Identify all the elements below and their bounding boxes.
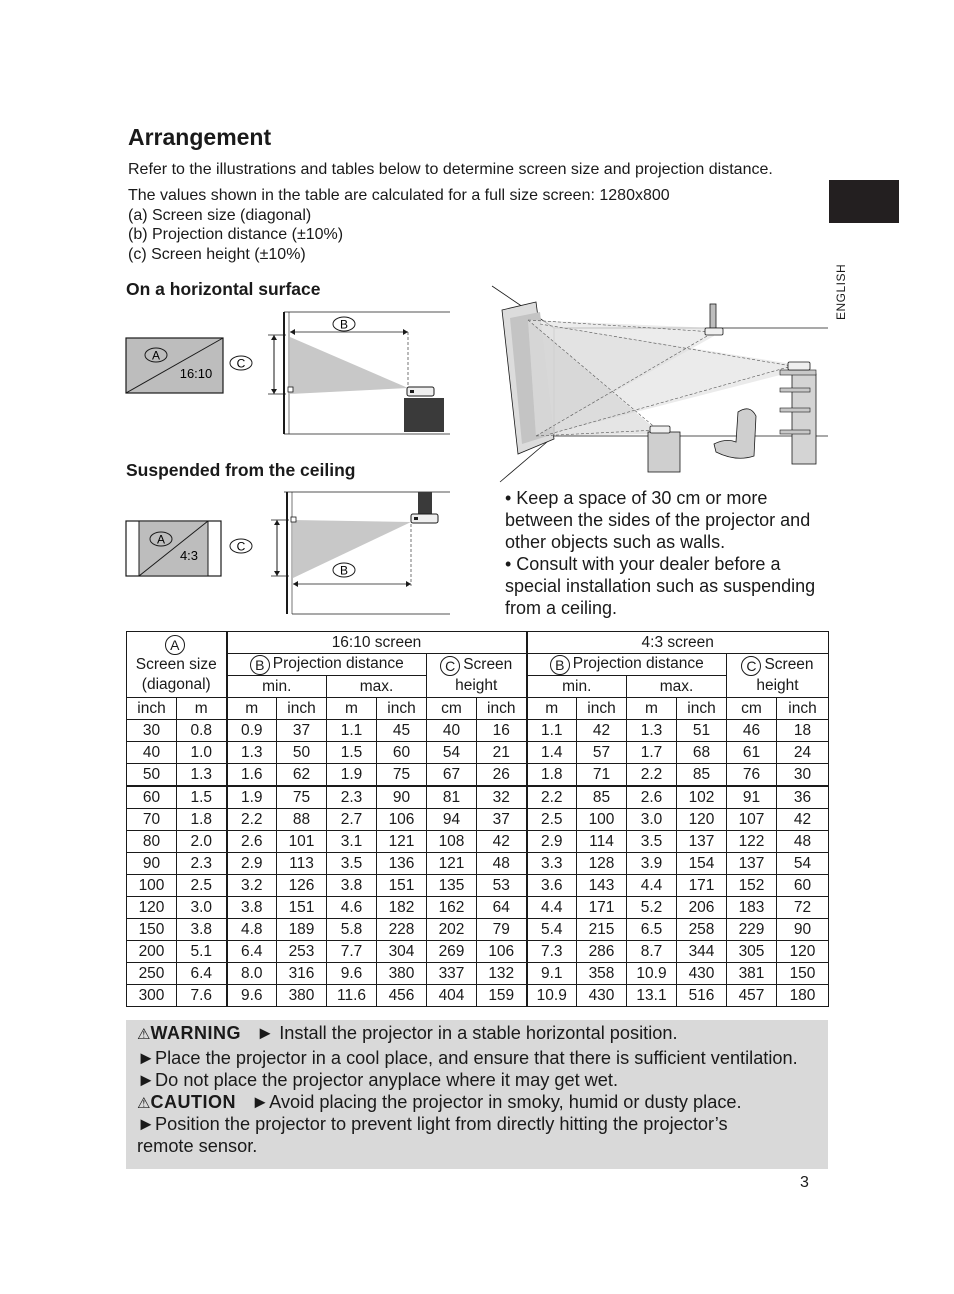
table-cell: 37 [277,720,327,742]
table-cell: 337 [427,963,477,985]
aspect-ratio-label: 4:3 [179,548,199,563]
table-cell: 40 [127,742,177,764]
table-cell: 344 [677,941,727,963]
table-cell: 11.6 [327,985,377,1007]
table-cell: 286 [577,941,627,963]
table-cell: 7.6 [177,985,227,1007]
table-cell: 76 [727,764,777,787]
table-cell: 120 [127,897,177,919]
table-cell: 18 [777,720,829,742]
table-cell: 5.8 [327,919,377,941]
table-cell: 100 [577,809,627,831]
table-cell: 80 [127,831,177,853]
table-row [127,764,829,787]
table-cell: 5.2 [627,897,677,919]
table-row [127,985,829,1007]
warning-line: ►Do not place the projector anyplace where it may get wet. [137,1070,619,1090]
table-cell: 57 [577,742,627,764]
table-cell: 88 [277,809,327,831]
table-row [127,720,829,742]
table-cell: 108 [427,831,477,853]
table-cell: 24 [777,742,829,764]
table-cell: 8.0 [227,963,277,985]
section-heading-ceiling: Suspended from the ceiling [126,460,356,480]
note-item: • Keep a space of 30 cm or more between the sides of the projector and other objects such as walls. [505,488,811,552]
projection-distance-header: B Projection distance [527,654,727,676]
unit-header: m [527,698,577,720]
table-cell: 3.8 [227,897,277,919]
table-cell: 90 [777,919,829,941]
table-cell: 1.1 [527,720,577,742]
projector-icon [407,387,434,396]
table-cell: 36 [777,786,829,809]
section-heading-horizontal: On a horizontal surface [126,279,321,299]
unit-header: inch [777,698,829,720]
table-cell: 182 [377,897,427,919]
table-cell: 151 [377,875,427,897]
caution-label: CAUTION [150,1092,236,1112]
table-cell: 151 [277,897,327,919]
table-cell: 3.6 [527,875,577,897]
table-cell: 60 [377,742,427,764]
table-cell: 5.1 [177,941,227,963]
table-cell: 2.5 [527,809,577,831]
table-row [127,853,829,875]
warning-line: ►Place the projector in a cool place, and ensure that there is sufficient ventilation. [137,1048,798,1068]
table-cell: 3.2 [227,875,277,897]
max-header: max. [627,676,727,698]
table-cell: 3.1 [327,831,377,853]
table-cell: 26 [477,764,527,787]
table-cell: 54 [427,742,477,764]
table-cell: 1.9 [327,764,377,787]
table-cell: 102 [677,786,727,809]
table-cell: 2.7 [327,809,377,831]
table-cell: 456 [377,985,427,1007]
table-cell: 54 [777,853,829,875]
table-cell: 101 [277,831,327,853]
table-cell: 61 [727,742,777,764]
table-cell: 107 [727,809,777,831]
table-cell: 45 [377,720,427,742]
intro-line: (c) Screen height (±10%) [128,245,306,263]
language-label: ENGLISH [834,263,848,320]
table-cell: 9.6 [227,985,277,1007]
warning-line: ⚠WARNING ► Install the projector in a stable horizontal position. [137,1023,678,1043]
table-cell: 6.4 [227,941,277,963]
unit-header: inch [277,698,327,720]
table-cell: 120 [677,809,727,831]
table-cell: 200 [127,941,177,963]
table-cell: 9.1 [527,963,577,985]
table-cell: 42 [777,809,829,831]
table-cell: 171 [677,875,727,897]
ceiling-mount [418,492,432,514]
table-cell: 121 [427,853,477,875]
table-cell: 171 [577,897,627,919]
table-cell: 1.5 [327,742,377,764]
table-cell: 106 [477,941,527,963]
table-cell: 1.4 [527,742,577,764]
unit-header: cm [427,698,477,720]
label-a: A [156,532,166,547]
label-c: C [236,356,246,371]
intro-line: (b) Projection distance (±10%) [128,226,344,243]
table-row [127,875,829,897]
table-cell: 229 [727,919,777,941]
table-cell: 2.0 [177,831,227,853]
unit-header: inch [127,698,177,720]
table-cell: 316 [277,963,327,985]
unit-header: inch [677,698,727,720]
table-cell: 121 [377,831,427,853]
projection-distance-header: B Projection distance [227,654,427,676]
table-cell: 430 [677,963,727,985]
table-cell: 2.9 [227,853,277,875]
table-cell: 40 [427,720,477,742]
table-cell: 404 [427,985,477,1007]
table-cell: 3.8 [177,919,227,941]
screen-height-header: C Screen height [727,654,829,698]
unit-header: m [177,698,227,720]
table-cell: 1.0 [177,742,227,764]
table-cell: 206 [677,897,727,919]
table-cell: 305 [727,941,777,963]
table-row [127,919,829,941]
table-cell: 1.6 [227,764,277,787]
table-cell: 137 [727,853,777,875]
table-cell: 1.3 [227,742,277,764]
table-cell: 32 [477,786,527,809]
intro-line: (a) Screen size (diagonal) [128,206,312,224]
shelf-icon [780,362,816,464]
label-b: B [339,317,349,332]
table-cell: 91 [727,786,777,809]
table-cell: 72 [777,897,829,919]
screen-height-header: C Screen height [427,654,527,698]
table-cell: 122 [727,831,777,853]
unit-header: m [327,698,377,720]
caution-line: ►Position the projector to prevent light from directly hitting the projector’s [137,1114,728,1134]
table-cell: 16 [477,720,527,742]
table-cell: 2.2 [227,809,277,831]
table-cell: 3.3 [527,853,577,875]
warning-box [126,1020,828,1169]
table-cell: 358 [577,963,627,985]
min-header: min. [227,676,327,698]
page-number: 3 [800,1174,809,1191]
label-a: A [165,635,185,655]
room-illustration [488,284,830,484]
table-cell: 3.9 [627,853,677,875]
warning-triangle-icon: ⚠ [137,1026,151,1043]
table-cell: 21 [477,742,527,764]
table-cell: 5.4 [527,919,577,941]
table-cell: 126 [277,875,327,897]
table-cell: 4.4 [527,897,577,919]
table-cell: 381 [727,963,777,985]
intro-list [128,186,670,264]
table-cell: 2.2 [527,786,577,809]
table-cell: 1.3 [177,764,227,787]
table-cell: 60 [127,786,177,809]
table-body [127,720,829,1007]
table-cell: 135 [427,875,477,897]
table-cell: 1.8 [527,764,577,787]
table-cell: 48 [777,831,829,853]
table-cell: 50 [277,742,327,764]
table-cell: 228 [377,919,427,941]
intro-text: Refer to the illustrations and tables below to determine screen size and projection distance. [128,161,773,178]
group-header-1610: 16:10 screen [227,632,527,654]
table-cell: 10.9 [627,963,677,985]
table-cell: 1.7 [627,742,677,764]
label-c: C [236,539,246,554]
table-cell: 189 [277,919,327,941]
label-b: B [339,563,349,578]
table-cell: 70 [127,809,177,831]
table-cell: 430 [577,985,627,1007]
min-header: min. [527,676,627,698]
screen-front-view [126,521,221,576]
page-title: Arrangement [128,124,272,150]
table-cell: 2.5 [177,875,227,897]
table-cell: 457 [727,985,777,1007]
table-cell: 215 [577,919,627,941]
note-item: • Consult with your dealer before a special installation such as suspending from a ceiling. [505,554,816,618]
aspect-ratio-label: 16:10 [179,366,213,381]
table-cell: 8.7 [627,941,677,963]
table-cell: 53 [477,875,527,897]
unit-header: m [227,698,277,720]
table-cell: 9.6 [327,963,377,985]
unit-header: inch [377,698,427,720]
chair-icon [714,409,756,458]
table-cell: 3.5 [327,853,377,875]
table-cell: 120 [777,941,829,963]
table-cell: 1.3 [627,720,677,742]
table-cell: 60 [777,875,829,897]
table-cell: 128 [577,853,627,875]
table-cell: 1.5 [177,786,227,809]
table-cell: 137 [677,831,727,853]
table-cell: 2.6 [627,786,677,809]
screen-front-view [126,338,223,393]
table-row [127,786,829,809]
caution-line: ⚠CAUTION ►Avoid placing the projector in smoky, humid or dusty place. [137,1092,742,1112]
unit-header: inch [477,698,527,720]
table-row [127,809,829,831]
table-cell: 0.8 [177,720,227,742]
table-cell: 42 [577,720,627,742]
unit-header: inch [577,698,627,720]
ceiling-diagram [124,490,454,620]
table-cell: 2.6 [227,831,277,853]
table-cell: 10.9 [527,985,577,1007]
table-cell: 152 [727,875,777,897]
table-cell: 2.9 [527,831,577,853]
table-cell: 516 [677,985,727,1007]
units-row [127,698,829,720]
table-row [127,897,829,919]
table-cell: 4.6 [327,897,377,919]
table-cell: 13.1 [627,985,677,1007]
table-cell: 71 [577,764,627,787]
table-cell: 269 [427,941,477,963]
table-cell: 100 [127,875,177,897]
table-cell: 7.7 [327,941,377,963]
group-header-43: 4:3 screen [527,632,829,654]
table-cell: 3.0 [177,897,227,919]
language-tab [829,180,899,223]
table-cell: 258 [677,919,727,941]
table-cell: 150 [777,963,829,985]
table-cell: 250 [127,963,177,985]
installation-notes [505,487,825,619]
table-cell: 2.2 [627,764,677,787]
table-cell: 300 [127,985,177,1007]
table-cell: 180 [777,985,829,1007]
table-cell: 113 [277,853,327,875]
table-cell: 94 [427,809,477,831]
intro-line: The values shown in the table are calculated for a full size screen: 1280x800 [128,187,670,204]
table-cell: 81 [427,786,477,809]
table-cell: 90 [127,853,177,875]
table-cell: 380 [377,963,427,985]
table-cell: 1.9 [227,786,277,809]
table-cell: 4.4 [627,875,677,897]
table-cell: 132 [477,963,527,985]
table-row [127,963,829,985]
caution-triangle-icon: ⚠ [137,1095,151,1112]
projector-icon [411,514,438,523]
table-cell: 51 [677,720,727,742]
table-cell: 30 [777,764,829,787]
table-cell: 6.4 [177,963,227,985]
table-cell: 30 [127,720,177,742]
table-cell: 2.3 [327,786,377,809]
table-cell: 42 [477,831,527,853]
table-cell: 3.8 [327,875,377,897]
table-cell: 114 [577,831,627,853]
table-cell: 7.3 [527,941,577,963]
unit-header: cm [727,698,777,720]
table-cell: 154 [677,853,727,875]
table-cell: 3.0 [627,809,677,831]
table-cell: 6.5 [627,919,677,941]
table-cell: 75 [277,786,327,809]
table-cell: 183 [727,897,777,919]
table-cell: 67 [427,764,477,787]
table-cell: 4.8 [227,919,277,941]
table-cell: 202 [427,919,477,941]
table-cell: 1.1 [327,720,377,742]
max-header: max. [327,676,427,698]
caution-line: remote sensor. [137,1136,258,1156]
warning-label: WARNING [150,1023,241,1043]
projection-table [126,631,829,1007]
horizontal-diagram [124,306,454,438]
table-cell: 68 [677,742,727,764]
table-cell: 159 [477,985,527,1007]
label-a: A [151,348,161,363]
table-cell: 380 [277,985,327,1007]
ceiling-projector-icon [705,304,723,335]
table-row [127,831,829,853]
table-cell: 79 [477,919,527,941]
table-cell: 150 [127,919,177,941]
table-row [127,742,829,764]
table-cell: 46 [727,720,777,742]
table-cell: 37 [477,809,527,831]
table-cell: 64 [477,897,527,919]
table-cell: 162 [427,897,477,919]
table-cell: 304 [377,941,427,963]
screen-size-header: A Screen size (diagonal) [127,632,227,698]
table-cell: 75 [377,764,427,787]
table-cell: 2.3 [177,853,227,875]
table-cell: 1.8 [177,809,227,831]
table-cell: 85 [677,764,727,787]
table-cell: 48 [477,853,527,875]
table-cell: 85 [577,786,627,809]
table-cell: 0.9 [227,720,277,742]
table-cell: 62 [277,764,327,787]
table-cell: 50 [127,764,177,787]
table-cell: 253 [277,941,327,963]
table-row [127,941,829,963]
table-cell: 136 [377,853,427,875]
table-icon [648,426,680,472]
table-cell: 143 [577,875,627,897]
table-cell: 3.5 [627,831,677,853]
table-cell: 90 [377,786,427,809]
table-stand [404,398,444,432]
table-cell: 106 [377,809,427,831]
unit-header: m [627,698,677,720]
